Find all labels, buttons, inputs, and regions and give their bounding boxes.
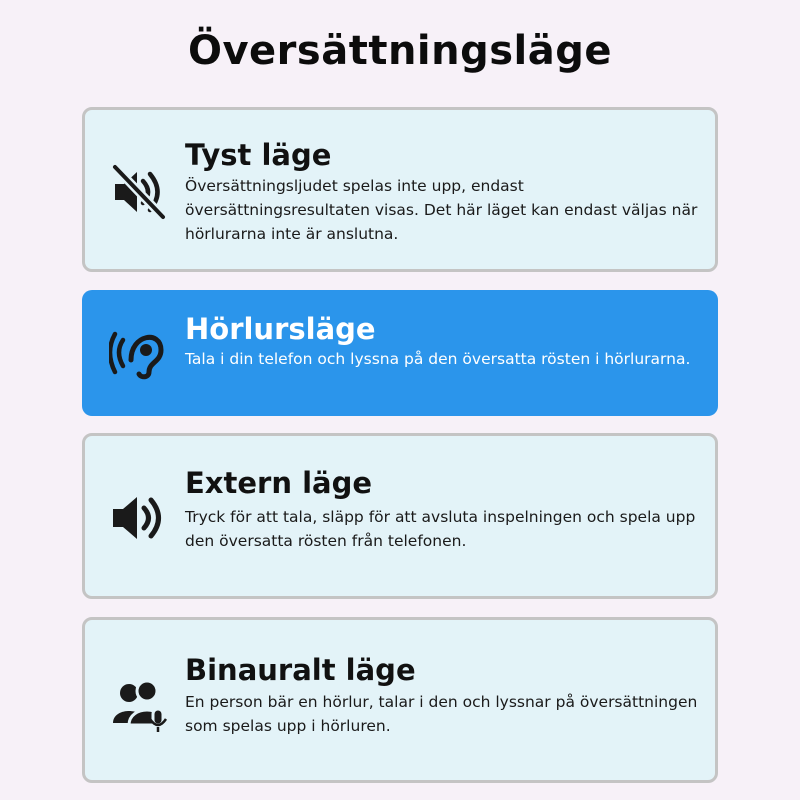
- mode-option-earphone[interactable]: [82, 290, 718, 416]
- mode-description: En person bär en hörlur, talar i den och lyssnar på översättningen som spelas upp i hörluren.: [185, 693, 698, 735]
- mode-title: Extern läge: [185, 466, 373, 500]
- mode-option-silent[interactable]: [82, 107, 718, 272]
- mode-description: Tryck för att tala, släpp för att avsluta inspelningen och spela upp den översatta rösten från telefonen.: [185, 508, 696, 550]
- mode-option-external[interactable]: [82, 433, 718, 599]
- page-title: Översättningsläge: [187, 28, 613, 74]
- mode-description: Översättningsljudet spelas inte upp, endast översättningsresultaten visas. Det här läget kan endast väljas när hörlurarna inte är anslutna.: [185, 177, 698, 243]
- speaker-muted-icon: [109, 162, 169, 222]
- mode-title: Hörlursläge: [185, 312, 376, 346]
- mode-title: Tyst läge: [185, 138, 332, 172]
- mode-description: Tala i din telefon och lyssna på den översatta rösten i hörlurarna.: [185, 350, 691, 368]
- people-microphone-icon: [109, 673, 169, 733]
- mode-option-binaural[interactable]: [82, 617, 718, 783]
- speaker-icon: [109, 488, 169, 548]
- mode-title: Binauralt läge: [185, 653, 416, 687]
- ear-icon: [109, 320, 169, 380]
